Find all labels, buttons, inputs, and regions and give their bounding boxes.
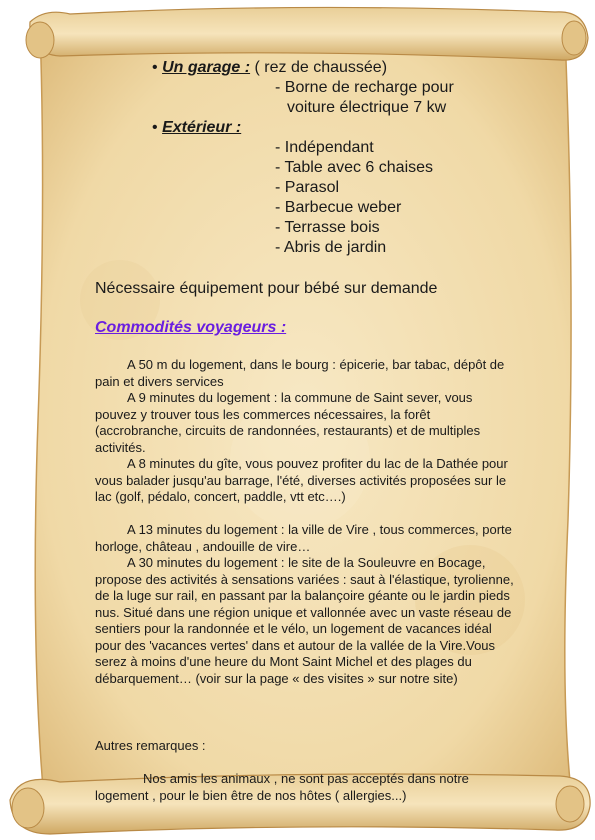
garage-detail-2: voiture électrique 7 kw <box>287 99 447 116</box>
exterieur-line <box>152 118 241 138</box>
commodites-heading: Commodités voyageurs : <box>95 319 287 336</box>
commodite-paragraph: A 50 m du logement, dans le bourg : épicerie, bar tabac, dépôt de pain et divers services <box>95 357 505 389</box>
exterieur-item: - Abris de jardin <box>275 239 387 256</box>
commodite-paragraph: A 13 minutes du logement : la ville de Vire , tous commerces, porte horloge, château , andouille de vire… <box>95 522 512 554</box>
baby-equipment-note: Nécessaire équipement pour bébé sur demande <box>95 280 438 297</box>
exterieur-label: Extérieur : <box>162 119 242 136</box>
garage-line <box>152 58 387 78</box>
commodite-paragraph: A 9 minutes du logement : la commune de Saint sever, vous pouvez y trouver tous les commerces nécessaires, la forêt (accrobranche, circuits de randonnées, restaurants) et de multiples activités. <box>95 390 481 455</box>
exterieur-item: - Terrasse bois <box>275 219 380 236</box>
garage-label: Un garage : <box>162 59 251 76</box>
exterieur-bullet: • <box>152 119 158 136</box>
garage-bullet: • <box>152 59 158 76</box>
exterieur-item: - Indépendant <box>275 139 374 156</box>
garage-value: ( rez de chaussée) <box>250 59 388 76</box>
garage-detail-1: - Borne de recharge pour <box>275 79 454 96</box>
autres-remarques-label: Autres remarques : <box>95 738 206 753</box>
autres-remarques-text: Nos amis les animaux , ne sont pas acceptés dans notre logement , pour le bien être de nos hôtes ( allergies...) <box>95 771 469 803</box>
exterieur-item: - Barbecue weber <box>275 199 402 216</box>
exterieur-item: - Parasol <box>275 179 340 196</box>
exterieur-item: - Table avec 6 chaises <box>275 159 434 176</box>
commodite-paragraph: A 30 minutes du logement : le site de la Souleuvre en Bocage, propose des activités à sensations variées : saut à l'élastique, tyrolienne, de la luge sur rail, en passant par la balançoire géante ou le jardin pieds nus. Situé dans une région unique et vallonnée avec un vaste réseau de sentiers pour la randonnée et le vélo, un logement de vacances idéal pour des 'vacances vertes' dans et autour de la vallée de la Vire.Vous serez à moins d'une heure du Mont Saint Michel et des plages du débarquement… (voir sur la page « des visites » sur notre site) <box>95 555 514 686</box>
commodite-paragraph: A 8 minutes du gîte, vous pouvez profiter du lac de la Dathée pour vous balader jusqu'au barrage, l'été, diverses activités proposées sur le lac (golf, pédalo, concert, paddle, vtt etc….) <box>95 456 508 504</box>
